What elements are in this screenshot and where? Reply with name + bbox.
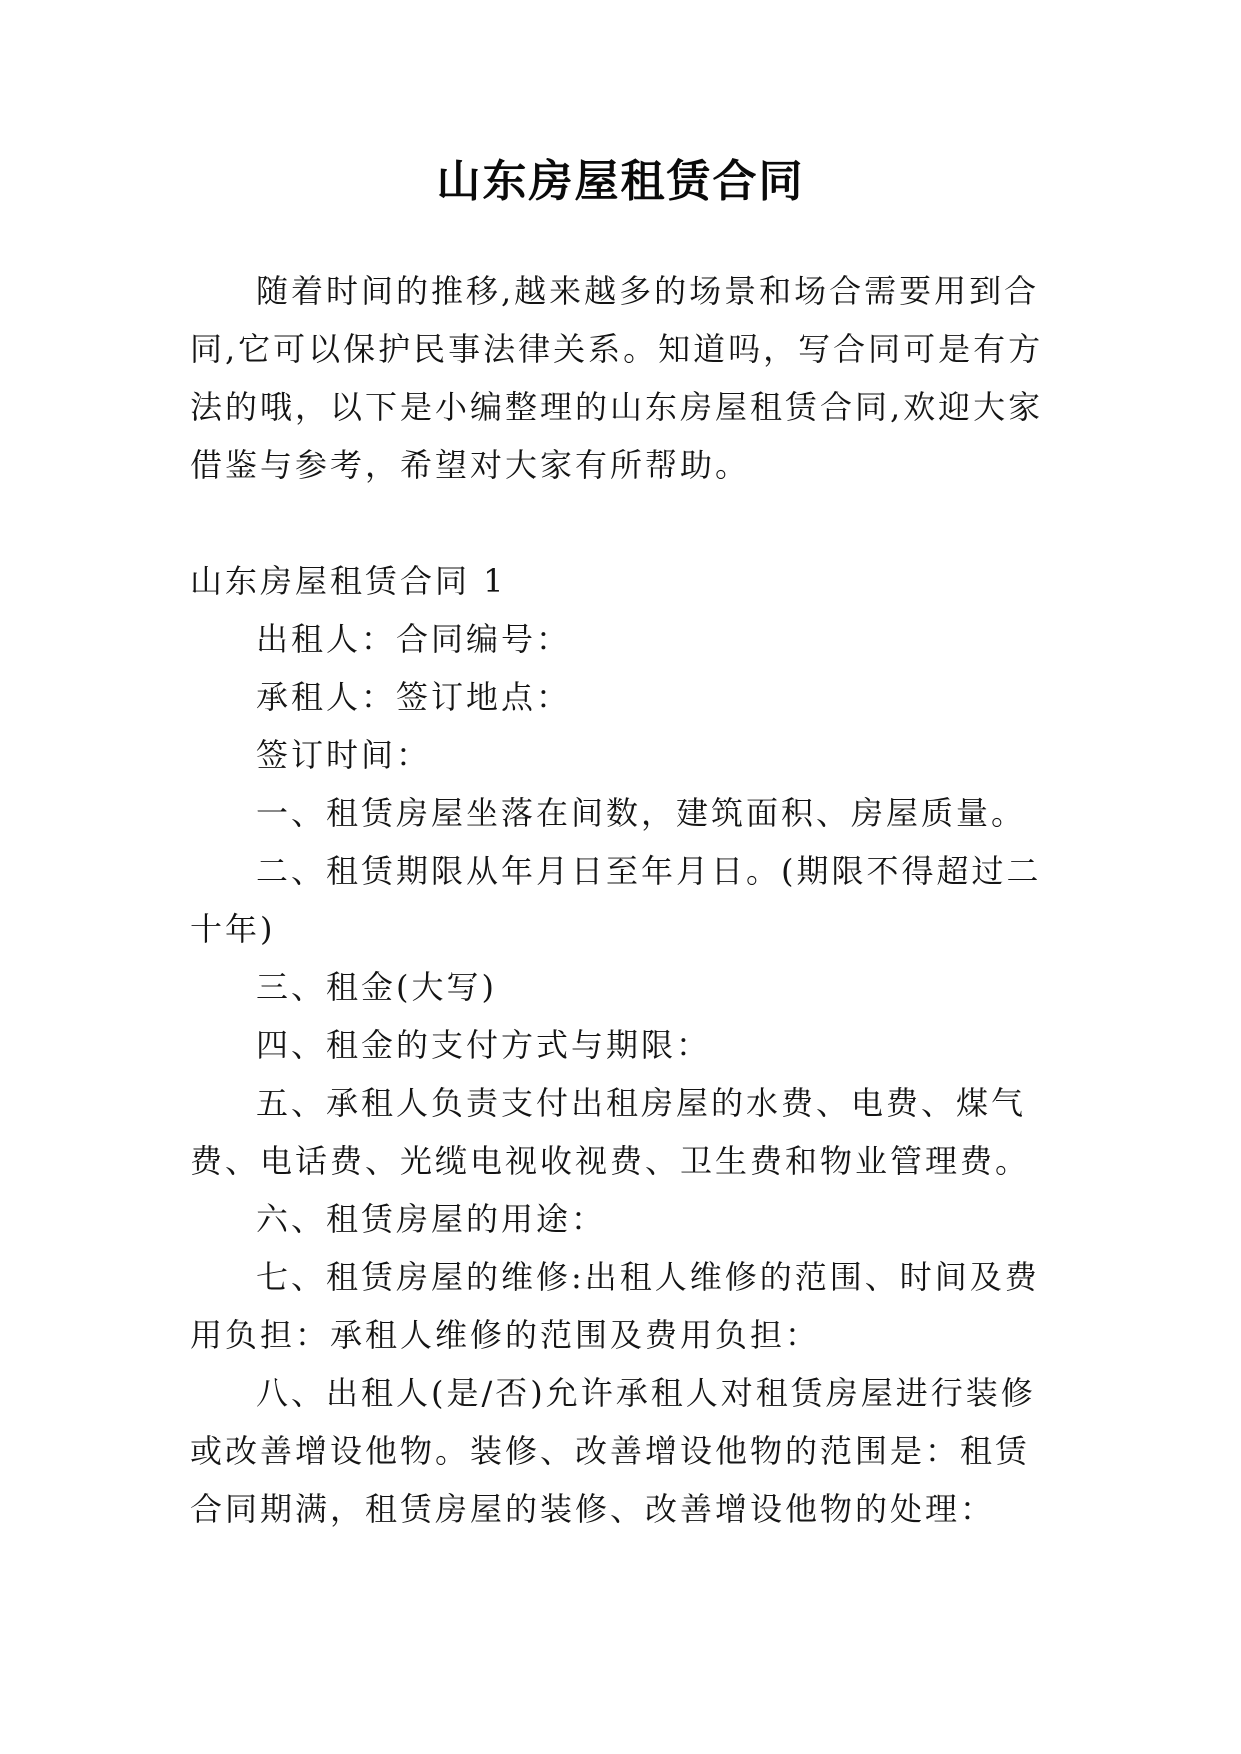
- clause-3: 三、租金(大写): [256, 968, 497, 1006]
- lessee-line: 承租人：签订地点：: [256, 678, 572, 716]
- clause-2: 二、租赁期限从年月日至年月日。(期限不得超过二十年): [190, 852, 1042, 948]
- document-title: 山东房屋租赁合同: [436, 156, 805, 207]
- clause-4: 四、租金的支付方式与期限：: [256, 1026, 712, 1064]
- clause-6: 六、租赁房屋的用途：: [256, 1200, 607, 1238]
- clause-5: 五、承租人负责支付出租房屋的水费、电费、煤气费、电话费、光缆电视收视费、卫生费和物业管理费。: [190, 1084, 1031, 1180]
- section-heading: 山东房屋租赁合同 1: [190, 562, 507, 600]
- clause-7: 七、租赁房屋的维修:出租人维修的范围、时间及费用负担：承租人维修的范围及费用负担：: [190, 1258, 1040, 1354]
- paragraph-gap: [190, 494, 1052, 552]
- clause-8: 八、出租人(是/否)允许承租人对租赁房屋进行装修或改善增设他物。装修、改善增设他物的范围是：租赁合同期满，租赁房屋的装修、改善增设他物的处理：: [190, 1374, 1036, 1528]
- clause-1: 一、租赁房屋坐落在间数，建筑面积、房屋质量。: [256, 794, 1027, 832]
- intro-paragraph: 随着时间的推移,越来越多的场景和场合需要用到合同,它可以保护民事法律关系。知道吗，写合同可是有方法的哦，以下是小编整理的山东房屋租赁合同,欢迎大家借鉴与参考，希望对大家有所帮助。: [190, 272, 1044, 484]
- lessor-line: 出租人：合同编号：: [256, 620, 572, 658]
- sign-time-line: 签订时间：: [256, 736, 432, 774]
- document-body: [190, 262, 1052, 1538]
